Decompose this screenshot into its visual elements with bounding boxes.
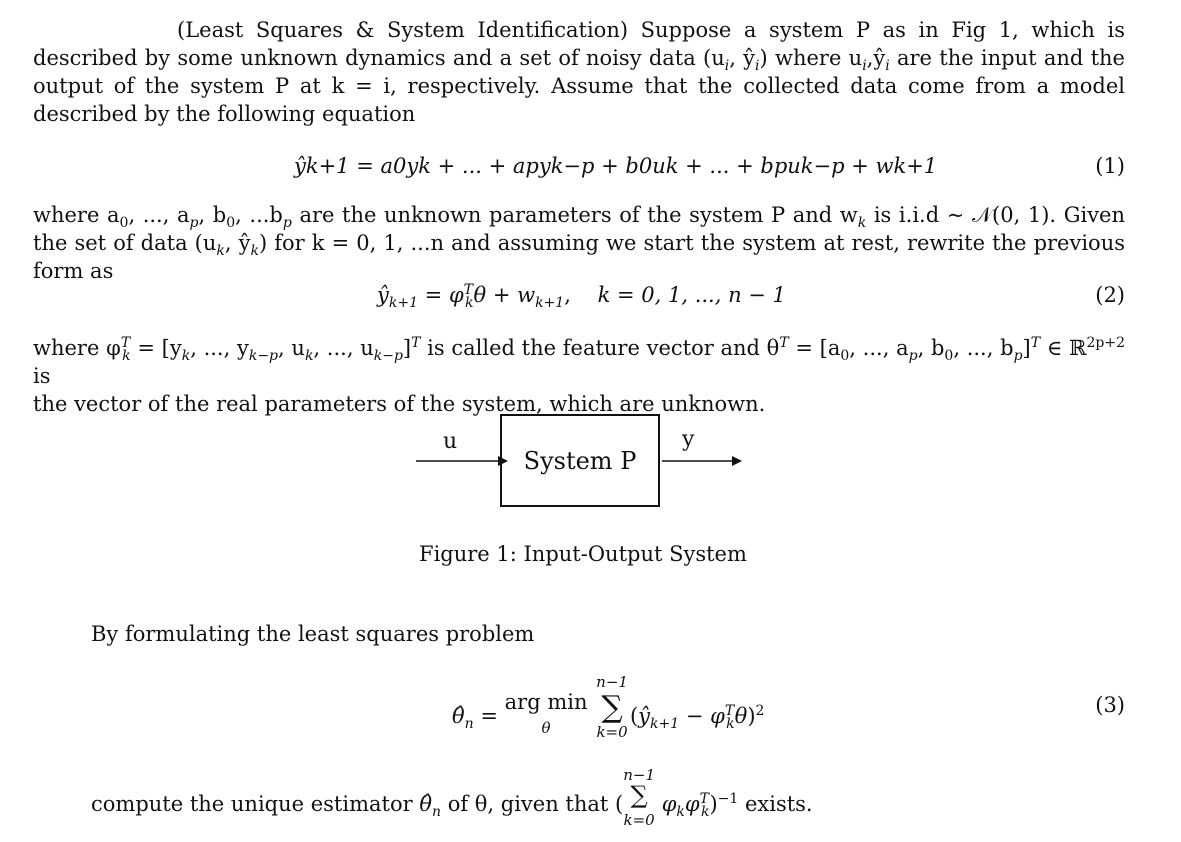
p3-a: where φ	[33, 336, 121, 360]
intro-mid1: , ŷ	[729, 46, 756, 70]
p2-t8: ) for k = 0, 1, ...n and assuming we start the system at rest, rewrite the previous form as	[33, 231, 1125, 283]
p5-sum-top: n−1	[623, 766, 655, 784]
p3-f: ]	[402, 336, 412, 360]
p3-n: is	[33, 364, 51, 388]
p2-t7: , ŷ	[224, 231, 251, 255]
p5-sum-bottom: k=0	[623, 811, 655, 829]
p3-g: is called the feature vector and θ	[420, 336, 780, 360]
p3-l: ]	[1022, 336, 1031, 360]
sum-bottom: k=0	[596, 723, 628, 741]
intro-mid3: ,ŷ	[866, 46, 886, 70]
p3-c: , ..., y	[190, 336, 249, 360]
p3-line2: the vector of the real parameters of the system, which are unknown.	[33, 392, 766, 416]
p3-k: , ..., b	[953, 336, 1014, 360]
paragraph-compute: compute the unique estimator $\thetâ_n$ of θ, given that (n−1 ∑ k=0 $\varphi_k\varphi^T_k)^{-1}$ exists.	[91, 766, 813, 829]
equation-3-number: (3)	[1095, 693, 1125, 717]
sum-top: n−1	[596, 673, 628, 691]
p3-j: , b	[917, 336, 945, 360]
equation-2-range: k = 0, 1, ..., n − 1	[597, 283, 786, 307]
paragraph-parameters: where $a_0$, ..., $a_p$, $b_0$, $...b_p$ are the unknown parameters of the system P and $w_k$ is i.i.d ∼ 𝒩(0, 1). Given the set of data ($u_k$, $ŷ_k$) for k = 0, 1, ...n and assuming we start the system at rest, rewrite the previous form as	[33, 203, 1126, 283]
argmin-sub: θ	[541, 719, 551, 737]
p5-b: of θ, given that (	[441, 792, 624, 816]
p5-c: )	[709, 792, 718, 816]
intro-rest: are the input and the output of the system P at k = i, respectively. Assume that the collected data come from a model described by the following equation	[33, 46, 1125, 126]
p3-h: = [a	[788, 336, 841, 360]
p3-b: = [y	[130, 336, 182, 360]
figure-caption: Figure 1: Input-Output System	[419, 542, 747, 566]
output-arrowhead	[732, 456, 742, 466]
system-p-box	[500, 414, 660, 507]
output-label: y	[682, 427, 695, 452]
system-p-label: System P	[523, 446, 637, 475]
equation-3: $\thetâ_n$ = arg min θ n−1 ∑ $k=0(ŷ_{k+1} - \varphi^T_k\theta)^2$	[452, 673, 765, 741]
p3-m: ∈ ℝ	[1040, 336, 1087, 360]
equation-2-number: (2)	[1095, 283, 1125, 307]
p2-t4: , ...b	[235, 203, 283, 227]
p5-a: compute the unique estimator	[91, 792, 420, 816]
paragraph-feature-vector: where $\varphi^T_k = [y_k$, ..., $y_{k-p}$, $u_k$, ..., $u_{k-p}]^T$ is called the feature vector and $\theta^T = [a_0$, ..., $a_p$, $b_0$, ..., $b_p]^T$ ∈ ℝ$^{2p+2}$ is the vector of the real parameters of the system, which are unknown.	[33, 335, 1125, 416]
input-label: u	[443, 429, 458, 454]
equation-1-text: ŷk+1 = a0yk + ... + apyk−p + b0uk + ... + bpuk−p + wk+1	[294, 154, 938, 178]
p2-t5: are the unknown parameters of the system P and w	[291, 203, 858, 227]
p2-t6: is i.i.d ∼ 𝒩(0, 1). Given the set of data (u	[33, 203, 1126, 255]
equation-2: $ŷ_{k+1} = \varphi^T_k\theta + w_{k+1}$, k = 0, 1, ..., n − 1	[377, 282, 786, 312]
p2-t1: where a	[33, 203, 120, 227]
p3-d: , u	[278, 336, 305, 360]
paragraph-least-squares: By formulating the least squares problem	[91, 622, 535, 646]
intro-lead: (Least Squares & System Identification) Suppose a system P as in Fig 1, which is described by some unknown dynamics and a set of noisy data (u	[33, 18, 1125, 70]
equation-1	[294, 152, 937, 180]
p2-t2: , ..., a	[128, 203, 190, 227]
p3-e: , ..., u	[313, 336, 374, 360]
argmin-label: arg min	[504, 690, 588, 714]
intro-mid2: ) where u	[759, 46, 863, 70]
p2-t3: , b	[198, 203, 227, 227]
paragraph-intro: (Least Squares & System Identification) Suppose a system P as in Fig 1, which is described by some unknown dynamics and a set of noisy data ($u_i$, $ŷ_i$) where $u_i,ŷ_i$ are the input and the output of the system P at k = i, respectively. Assume that the collected data come from a model described by the following equation	[33, 18, 1125, 126]
equation-1-number: (1)	[1095, 154, 1125, 178]
p5-d: exists.	[738, 792, 813, 816]
p3-i: , ..., a	[849, 336, 909, 360]
